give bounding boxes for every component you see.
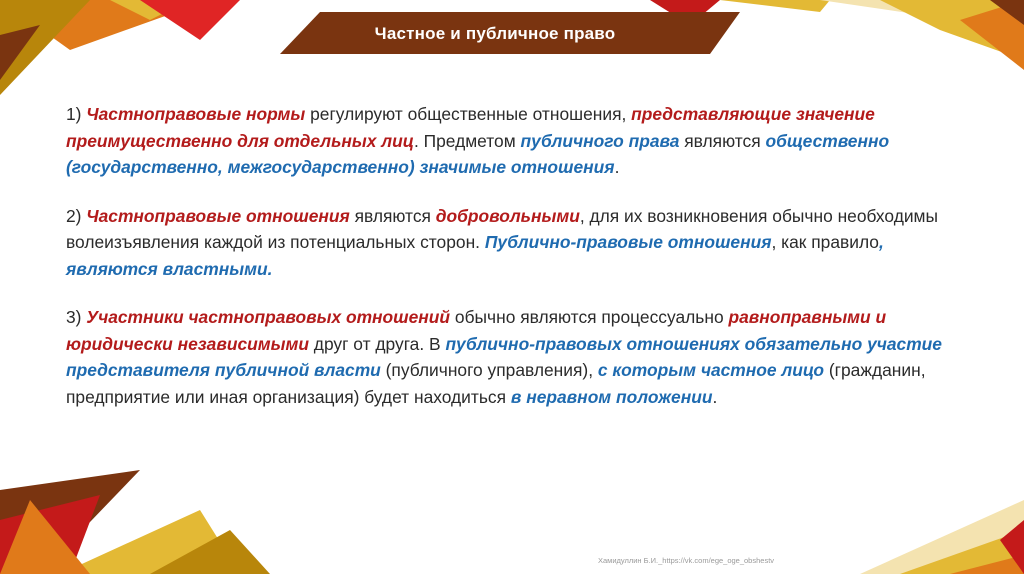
text-segment: .	[614, 157, 620, 177]
emphasis-blue: с которым частное лицо	[597, 360, 825, 380]
page-title: Частное и публичное право	[374, 24, 616, 43]
text-segment: (гражданин, предприятие или иная организация) будет находиться	[66, 360, 926, 407]
emphasis-red: равноправными и юридически независимыми	[66, 307, 887, 354]
footer-credit: Хамидуллин Б.И._https://vk.com/ege_oge_obshestv	[598, 556, 775, 565]
paragraph-2	[66, 203, 966, 283]
emphasis-red: представляющие значение преимущественно для отдельных лиц	[66, 104, 875, 151]
emphasis-red: Частноправовые отношения	[86, 205, 350, 226]
text-segment: , как правило	[771, 232, 879, 252]
text-segment: обычно являются процессуально	[450, 307, 729, 327]
title-banner	[280, 8, 740, 60]
emphasis-red: Участники частноправовых отношений	[86, 307, 451, 327]
text-segment: 1)	[66, 104, 87, 124]
text-segment: , для их возникновения обычно необходимы волеизъявления каждой из потенциальных сторон.	[66, 205, 939, 252]
text-segment: 3)	[66, 307, 87, 327]
text-segment: (публичного управления),	[380, 360, 598, 380]
text-segment: регулируют общественные отношения,	[305, 104, 632, 124]
text-segment: друг от друга. В	[308, 333, 446, 354]
text-segment: . Предметом	[413, 130, 521, 151]
emphasis-red: добровольными	[435, 205, 580, 226]
paragraph-3	[66, 304, 966, 410]
emphasis-blue: , являются властными.	[66, 232, 884, 279]
emphasis-blue: публичного права	[520, 130, 680, 151]
text-segment: .	[712, 386, 718, 407]
main-content	[66, 101, 966, 432]
emphasis-blue: публично-правовых отношениях обязательно участие представителя публичной власти	[66, 333, 942, 380]
emphasis-red: Частноправовые нормы	[86, 104, 306, 124]
text-segment: являются	[679, 130, 766, 151]
text-segment: 2)	[66, 205, 87, 226]
emphasis-blue: Публично-правовые отношения	[484, 232, 772, 252]
paragraph-1	[66, 101, 966, 181]
emphasis-blue: в неравном положении	[510, 386, 713, 407]
text-segment: являются	[349, 205, 436, 226]
emphasis-blue: общественно (государственно, межгосударственно) значимые отношения	[66, 130, 890, 177]
